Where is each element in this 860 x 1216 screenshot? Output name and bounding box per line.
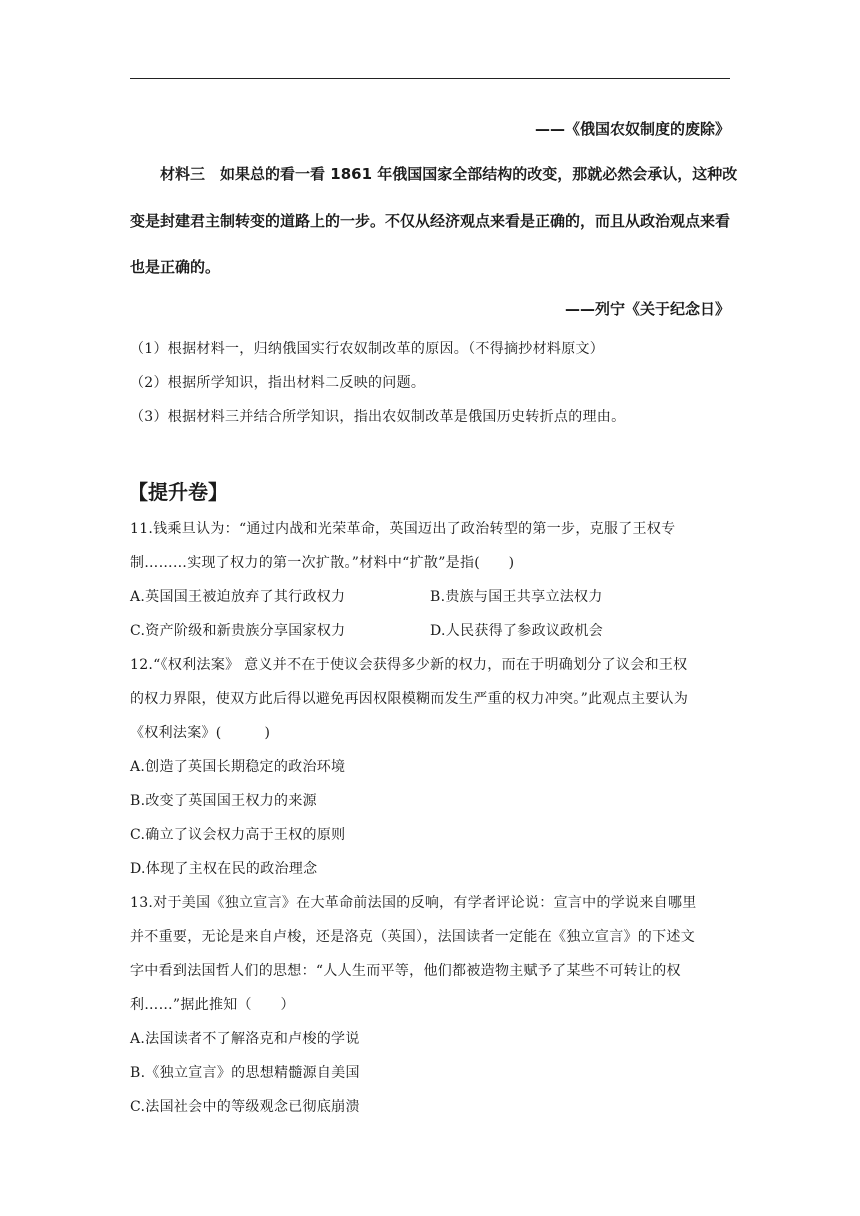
q12-stem-line2: 的权力界限，使双方此后得以避免再因权限模糊而发生严重的权力冲突。”此观点主要认为 [130,691,689,707]
question-part-3: （3）根据材料三并结合所学知识，指出农奴制改革是俄国历史转折点的理由。 [130,409,626,425]
q11-option-c: C.资产阶级和新贵族分享国家权力 [130,623,346,639]
q13-option-b: B.《独立宣言》的思想精髓源自美国 [130,1065,360,1081]
q13-option-a: A.法国读者不了解洛克和卢梭的学说 [130,1031,360,1047]
q12-option-c: C.确立了议会权力高于王权的原则 [130,827,346,843]
header-rule [130,78,730,79]
q12-option-a: A.创造了英国长期稳定的政治环境 [130,759,346,775]
q11-stem-line2: 制………实现了权力的第一次扩散。”材料中“扩散”是指( ) [130,555,515,571]
material3-source: ——列宁《关于纪念日》 [564,300,730,318]
question-part-1: （1）根据材料一，归纳俄国实行农奴制改革的原因。（不得摘抄材料原文） [130,341,605,357]
section-title: 【提升卷】 [128,480,228,504]
q12-stem-line3: 《权利法案》( ) [130,725,271,741]
q11-option-a: A.英国国王被迫放弃了其行政权力 [130,589,346,605]
q13-stem-line1: 13.对于美国《独立宣言》在大革命前法国的反响，有学者评论说：宣言中的学说来自哪里 [130,895,697,911]
material3-text-line1: 如果总的看一看 1861 年俄国国家全部结构的改变，那就必然会承认，这种改 [220,165,738,183]
q12-option-b: B.改变了英国国王权力的来源 [130,793,317,809]
q13-stem-line4: 利……”据此推知（ ） [130,997,295,1013]
q13-stem-line3: 字中看到法国哲人们的思想：“人人生而平等，他们都被造物主赋予了某些不可转让的权 [130,963,681,979]
q11-stem-line1: 11.钱乘旦认为：“通过内战和光荣革命，英国迈出了政治转型的第一步，克服了王权专 [130,521,676,537]
q13-stem-line2: 并不重要，无论是来自卢梭，还是洛克（英国），法国读者一定能在《独立宣言》的下述文 [130,929,695,945]
q13-option-c: C.法国社会中的等级观念已彻底崩溃 [130,1099,360,1115]
q11-option-b: B.贵族与国王共享立法权力 [430,589,603,605]
q12-stem-line1: 12.“《权利法案》 意义并不在于使议会获得多少新的权力，而在于明确划分了议会和王权 [130,657,688,673]
question-part-2: （2）根据所学知识，指出材料二反映的问题。 [130,375,426,391]
material3-line2: 变是封建君主制转变的道路上的一步。不仅从经济观点来看是正确的，而且从政治观点来看 [130,212,731,230]
q12-option-d: D.体现了主权在民的政治理念 [130,861,318,877]
material2-source: ——《俄国农奴制度的废除》 [534,120,730,138]
q11-option-d: D.人民获得了参政议政机会 [430,623,604,639]
material3-line1 [160,163,737,184]
material3-line3: 也是正确的。 [130,258,221,276]
material3-label: 材料三 [160,165,206,183]
